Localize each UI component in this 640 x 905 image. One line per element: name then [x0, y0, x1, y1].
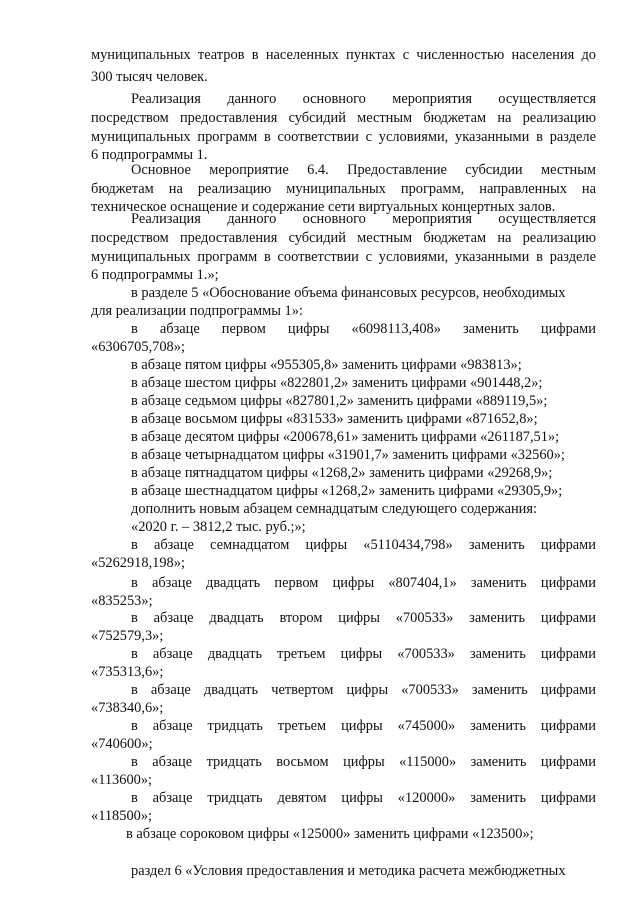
text-line: в абзаце шестом цифры «822801,2» заменить цифрами «901448,2»; [131, 375, 543, 391]
text-line: 300 тысяч человек. [91, 69, 208, 85]
text-line: «835253»; [91, 593, 153, 609]
text-line: «5262918,198»; [91, 555, 185, 571]
text-line: в абзаце тридцать девятом цифры «120000» заменить цифрами [131, 790, 596, 806]
text-line: «2020 г. – 3812,2 тыс. руб.;»; [131, 519, 306, 535]
text-line: в абзаце сороковом цифры «125000» заменить цифрами «123500»; [126, 826, 534, 842]
text-line: в абзаце семнадцатом цифры «5110434,798» заменить цифрами [131, 537, 596, 553]
text-line: в абзаце двадцать втором цифры «700533» заменить цифрами [131, 610, 596, 626]
text-line: техническое оснащение и содержание сети виртуальных концертных залов. [91, 199, 556, 215]
text-line: раздел 6 «Условия предоставления и методика расчета межбюджетных [131, 863, 566, 879]
text-line: в абзаце десятом цифры «200678,61» заменить цифрами «261187,51»; [131, 429, 560, 445]
text-line: «735313,6»; [91, 664, 164, 680]
text-line: в абзаце двадцать четвертом цифры «700533» заменить цифрами [131, 682, 596, 698]
text-line: Реализация данного основного мероприятия осуществляется [131, 211, 596, 227]
text-line: в разделе 5 «Обоснование объема финансовых ресурсов, необходимых [131, 285, 566, 301]
text-line: «752579,3»; [91, 628, 164, 644]
text-line: «738340,6»; [91, 700, 164, 716]
text-line: «6306705,708»; [91, 339, 185, 355]
text-line: Основное мероприятие 6.4. Предоставление субсидии местным [131, 162, 596, 178]
text-line: «740600»; [91, 736, 153, 752]
text-line: муниципальных театров в населенных пунктах с численностью населения до [91, 47, 596, 63]
text-line: в абзаце восьмом цифры «831533» заменить цифрами «871652,8»; [131, 411, 538, 427]
text-line: муниципальных программ в соответствии с условиями, указанными в разделе [91, 249, 596, 265]
text-line: в абзаце первом цифры «6098113,408» заменить цифрами [131, 321, 596, 337]
text-line: муниципальных программ в соответствии с условиями, указанными в разделе [91, 129, 596, 145]
text-line: 6 подпрограммы 1. [91, 147, 208, 163]
text-line: в абзаце шестнадцатом цифры «1268,2» заменить цифрами «29305,9»; [131, 483, 563, 499]
text-line: в абзаце тридцать третьем цифры «745000» заменить цифрами [131, 718, 596, 734]
text-line: 6 подпрограммы 1.»; [91, 267, 219, 283]
text-line: в абзаце двадцать первом цифры «807404,1» заменить цифрами [131, 575, 596, 591]
text-line: в абзаце четырнадцатом цифры «31901,7» заменить цифрами «32560»; [131, 447, 565, 463]
text-line: «113600»; [91, 772, 153, 788]
text-line: для реализации подпрограммы 1»: [91, 303, 303, 319]
text-line: в абзаце тридцать восьмом цифры «115000» заменить цифрами [131, 754, 596, 770]
text-line: в абзаце пятнадцатом цифры «1268,2» заменить цифрами «29268,9»; [131, 465, 553, 481]
text-line: посредством предоставления субсидий местным бюджетам на реализацию [91, 230, 596, 246]
text-line: дополнить новым абзацем семнадцатым следующего содержания: [131, 501, 538, 517]
text-line: в абзаце двадцать третьем цифры «700533» заменить цифрами [131, 646, 596, 662]
text-line: бюджетам на реализацию муниципальных программ, направленных на [91, 181, 596, 197]
text-line: «118500»; [91, 808, 153, 824]
text-line: в абзаце пятом цифры «955305,8» заменить цифрами «983813»; [131, 357, 522, 373]
text-line: Реализация данного основного мероприятия осуществляется [131, 91, 596, 107]
text-line: в абзаце седьмом цифры «827801,2» заменить цифрами «889119,5»; [131, 393, 548, 409]
text-line: посредством предоставления субсидий местным бюджетам на реализацию [91, 110, 596, 126]
